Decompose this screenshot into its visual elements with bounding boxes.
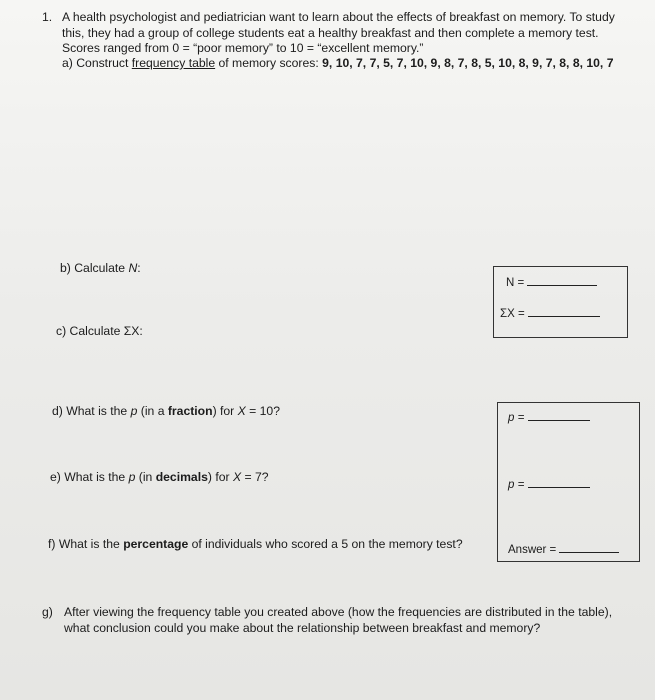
part-a-middle: of memory scores: — [215, 56, 323, 70]
part-f — [48, 537, 463, 552]
part-a-prefix: Construct — [76, 56, 132, 70]
question-1-line-3: Scores ranged from 0 = “poor memory” to 10 = “excellent memory.” — [62, 41, 424, 55]
part-c-label: c) — [56, 324, 67, 338]
answer-label: Answer = — [508, 544, 557, 556]
n-answer-field[interactable] — [506, 274, 597, 289]
part-c-text: Calculate ΣX: — [69, 324, 143, 338]
part-f-pre: What is the — [58, 537, 124, 551]
percentage-answer-field[interactable] — [508, 541, 619, 556]
part-g-line-2: what conclusion could you make about the relationship between breakfast and memory? — [64, 621, 541, 635]
part-d — [52, 404, 280, 419]
part-d-p: p — [130, 404, 138, 418]
part-a-underlined: frequency table — [131, 56, 216, 70]
part-f-post: of individuals who scored a 5 on the memory test? — [188, 537, 463, 551]
part-b-label: b) — [60, 261, 71, 275]
part-a — [62, 56, 614, 71]
question-1-line-1: A health psychologist and pediatrician want to learn about the effects of breakfast on memory. To study — [62, 10, 615, 24]
part-e — [50, 470, 269, 485]
part-d-mid: (in a — [137, 404, 168, 418]
part-b-var: N — [128, 261, 138, 275]
p-decimal-line[interactable] — [528, 476, 590, 488]
part-e-label: e) — [50, 470, 61, 484]
p-fraction-label: p = — [508, 412, 525, 424]
part-e-bold: decimals — [155, 470, 208, 484]
part-g-line-1: After viewing the frequency table you created above (how the frequencies are distributed in the table), — [64, 605, 613, 619]
p-decimal-field[interactable] — [508, 476, 590, 491]
part-e-pre: What is the — [64, 470, 129, 484]
part-b-text: Calculate — [74, 261, 129, 275]
part-e-post: ) for — [207, 470, 233, 484]
sx-answer-field[interactable] — [500, 305, 600, 320]
p-fraction-line[interactable] — [528, 409, 590, 421]
part-e-x: X — [232, 470, 242, 484]
part-c — [56, 324, 143, 339]
part-e-mid: (in — [135, 470, 156, 484]
question-number: 1. — [42, 10, 53, 24]
part-d-x: X — [237, 404, 246, 418]
percentage-answer-line[interactable] — [559, 541, 619, 553]
part-d-post: ) for — [212, 404, 238, 418]
part-f-label: f) — [48, 537, 56, 551]
part-d-eq: = 10? — [245, 404, 280, 418]
n-label: N = — [506, 277, 525, 289]
sx-label: ΣX = — [500, 308, 525, 320]
part-g-label: g) — [42, 605, 53, 619]
score-list: 9, 10, 7, 7, 5, 7, 10, 9, 8, 7, 8, 5, 10, 8, 9, 7, 8, 8, 10, 7 — [322, 56, 614, 70]
part-b — [60, 261, 141, 276]
n-answer-line[interactable] — [527, 274, 597, 286]
p-decimal-label: p = — [508, 479, 525, 491]
part-d-bold: fraction — [167, 404, 213, 418]
part-b-suffix: : — [137, 261, 141, 275]
part-d-pre: What is the — [66, 404, 131, 418]
question-1-line-2: this, they had a group of college students eat a healthy breakfast and then complete a memory test. — [62, 26, 599, 40]
part-f-bold: percentage — [123, 537, 189, 551]
p-fraction-field[interactable] — [508, 409, 590, 424]
part-d-label: d) — [52, 404, 63, 418]
part-e-p: p — [128, 470, 136, 484]
sx-answer-line[interactable] — [528, 305, 600, 317]
part-e-eq: = 7? — [241, 470, 269, 484]
part-a-label: a) — [62, 56, 73, 70]
